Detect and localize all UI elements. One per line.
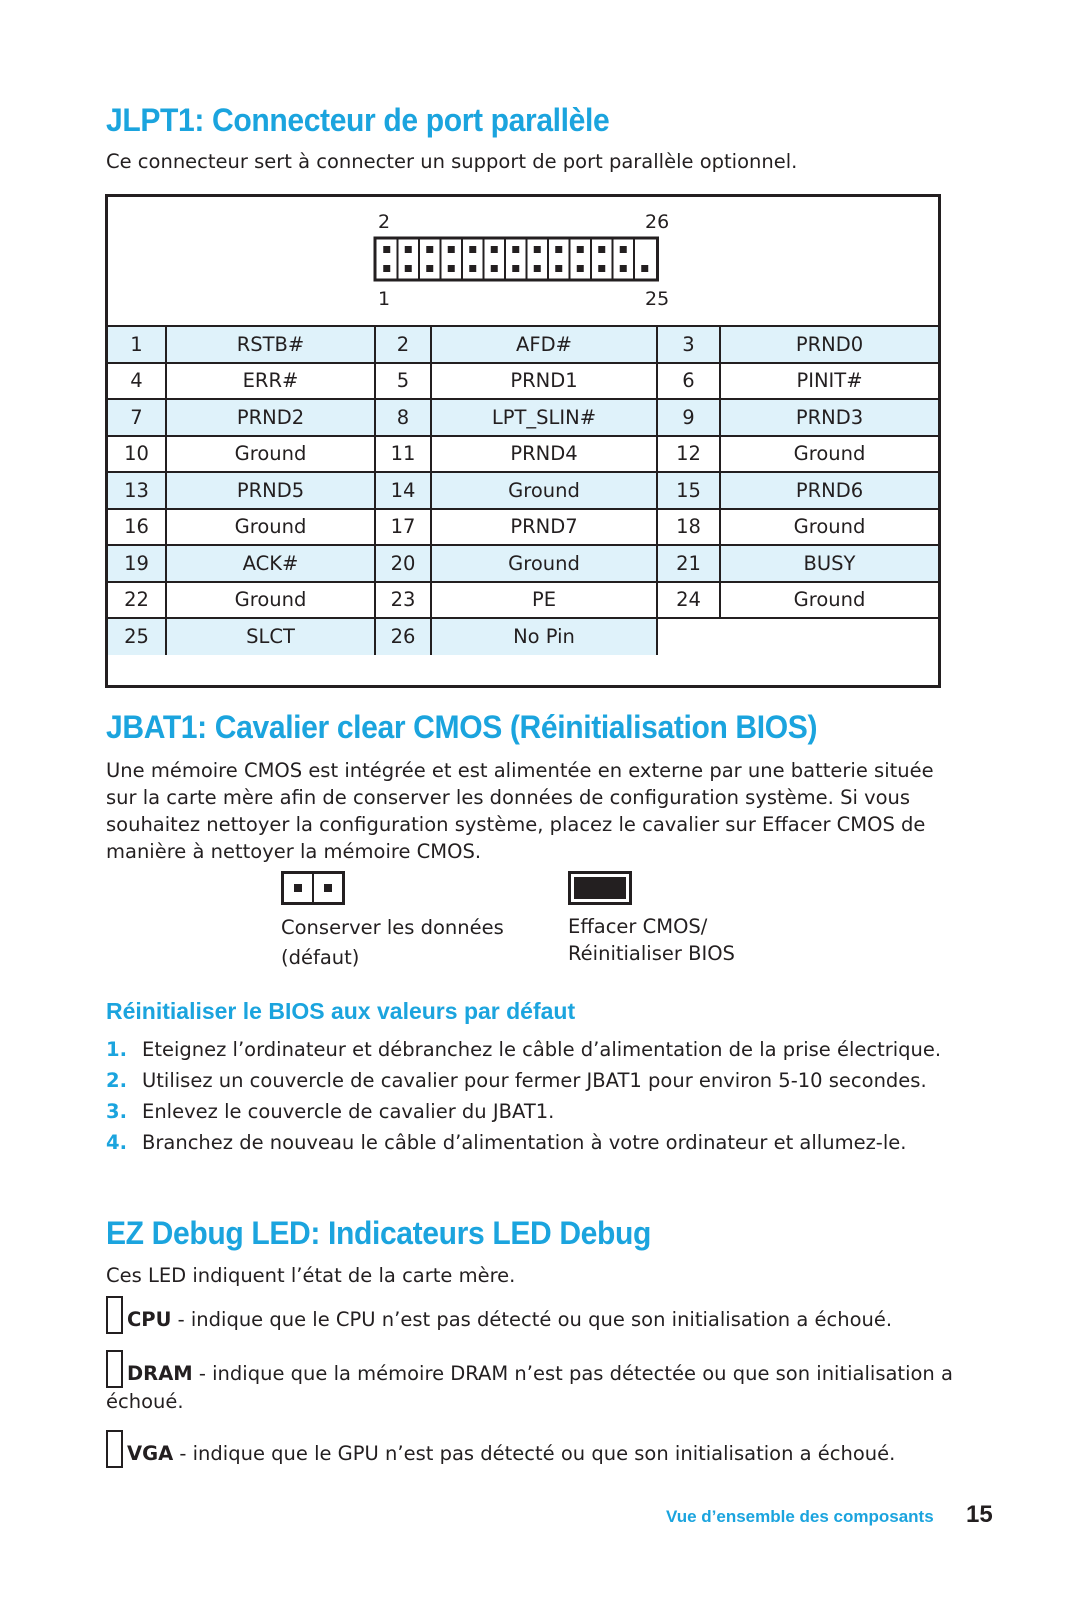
pin-number-cell: 8	[375, 399, 431, 436]
keep-caption-line1: Conserver les données	[281, 916, 504, 939]
pin-number-cell: 4	[108, 363, 166, 400]
table-row	[108, 363, 938, 400]
pin-number-cell: 5	[375, 363, 431, 400]
list-item	[106, 1098, 956, 1125]
step-text: Utilisez un couvercle de cavalier pour fermer JBAT1 pour environ 5-10 secondes.	[142, 1069, 927, 1092]
pin-label-bottom-left: 1	[378, 288, 391, 310]
pin-signal-cell: Ground	[166, 436, 375, 473]
pin-number-cell: 14	[375, 472, 431, 509]
table-row	[108, 436, 938, 473]
list-item	[106, 1129, 956, 1156]
empty-cell	[657, 618, 938, 655]
pin-number-cell: 3	[657, 326, 720, 363]
pin-number-cell: 20	[375, 545, 431, 582]
pin-number-cell: 24	[657, 582, 720, 619]
pin-number-cell: 25	[108, 618, 166, 655]
pin-signal-cell: PRND6	[720, 472, 938, 509]
led-vga-text: - indique que le GPU n’est pas détecté ou que son initialisation a échoué.	[173, 1442, 896, 1465]
pin-signal-cell: ERR#	[166, 363, 375, 400]
pin-number-cell: 2	[375, 326, 431, 363]
reset-steps-list	[106, 1036, 956, 1160]
page-number: 15	[966, 1501, 993, 1528]
table-row	[108, 509, 938, 546]
step-number: 2.	[106, 1069, 127, 1092]
pin-number-cell: 6	[657, 363, 720, 400]
led-cpu-text: - indique que le CPU n’est pas détecté ou que son initialisation a échoué.	[171, 1308, 893, 1331]
led-cpu-name: CPU	[127, 1308, 172, 1331]
jbat1-title: JBAT1: Cavalier clear CMOS (Réinitialisation BIOS)	[106, 709, 818, 745]
pin-signal-cell: Ground	[720, 582, 938, 619]
clear-caption-line1: Effacer CMOS/	[568, 915, 708, 938]
pin-signal-cell: LPT_SLIN#	[431, 399, 657, 436]
pin-number-cell: 23	[375, 582, 431, 619]
pin-signal-cell: BUSY	[720, 545, 938, 582]
list-item	[106, 1036, 956, 1063]
jlpt1-pin-table	[105, 194, 941, 688]
pin-number-cell: 26	[375, 618, 431, 655]
table-row	[108, 326, 938, 363]
jlpt1-description: Ce connecteur sert à connecter un support de port parallèle optionnel.	[106, 150, 798, 173]
table-row	[108, 472, 938, 509]
table-row	[108, 545, 938, 582]
footer-section-title: Vue d’ensemble des composants	[666, 1507, 934, 1526]
led-dram-text: - indique que la mémoire DRAM n’est pas détectée ou que son initialisation a échoué.	[106, 1362, 953, 1413]
jumper-open-icon	[281, 871, 345, 905]
pin-signal-cell: PRND2	[166, 399, 375, 436]
pin-signal-cell: PE	[431, 582, 657, 619]
pin-signal-cell: Ground	[431, 472, 657, 509]
led-dram-row	[106, 1350, 956, 1415]
pin-signal-cell: AFD#	[431, 326, 657, 363]
pin-number-cell: 22	[108, 582, 166, 619]
pin-number-cell: 10	[108, 436, 166, 473]
pin-number-cell: 7	[108, 399, 166, 436]
keep-data-caption	[281, 913, 504, 973]
step-number: 1.	[106, 1038, 127, 1061]
pin-label-top-right: 26	[645, 211, 670, 233]
jlpt1-header-diagram	[108, 197, 938, 325]
reset-bios-title: Réinitialiser le BIOS aux valeurs par défaut	[106, 998, 576, 1024]
pin-signal-cell: ACK#	[166, 545, 375, 582]
jlpt1-title: JLPT1: Connecteur de port parallèle	[106, 102, 610, 138]
pin-signal-cell: Ground	[166, 582, 375, 619]
pin-number-cell: 12	[657, 436, 720, 473]
step-number: 4.	[106, 1131, 127, 1154]
pin-signal-cell: PRND4	[431, 436, 657, 473]
pin-signal-cell: PRND7	[431, 509, 657, 546]
step-text: Eteignez l’ordinateur et débranchez le câble d’alimentation de la prise électrique.	[142, 1038, 942, 1061]
pin-signal-cell: Ground	[431, 545, 657, 582]
led-cpu-icon	[106, 1296, 123, 1334]
step-number: 3.	[106, 1100, 127, 1123]
clear-caption-line2: Réinitialiser BIOS	[568, 942, 735, 965]
jumper-closed-icon	[568, 871, 632, 905]
pin-signal-cell: SLCT	[166, 618, 375, 655]
clear-cmos-caption	[568, 913, 735, 967]
pin-number-cell: 21	[657, 545, 720, 582]
pin-label-bottom-right: 25	[645, 288, 670, 310]
led-cpu-row	[106, 1296, 956, 1334]
pin-signal-cell: PRND1	[431, 363, 657, 400]
pin-signal-cell: Ground	[166, 509, 375, 546]
table-row	[108, 582, 938, 619]
pin-number-cell: 16	[108, 509, 166, 546]
led-vga-row	[106, 1430, 956, 1468]
table-row	[108, 618, 938, 655]
pin-label-top-left: 2	[378, 211, 391, 233]
pin-signal-cell: PRND3	[720, 399, 938, 436]
table-row	[108, 399, 938, 436]
parallel-header-icon	[372, 235, 672, 285]
step-text: Enlevez le couvercle de cavalier du JBAT1.	[142, 1100, 555, 1123]
pin-signal-cell: Ground	[720, 509, 938, 546]
list-item	[106, 1067, 956, 1094]
pin-signal-cell: RSTB#	[166, 326, 375, 363]
pin-number-cell: 18	[657, 509, 720, 546]
pin-assignment-table	[108, 325, 938, 655]
pin-signal-cell: PINIT#	[720, 363, 938, 400]
step-text: Branchez de nouveau le câble d’alimentation à votre ordinateur et allumez-le.	[142, 1131, 907, 1154]
pin-number-cell: 19	[108, 545, 166, 582]
ezdebug-title: EZ Debug LED: Indicateurs LED Debug	[106, 1215, 652, 1251]
pin-signal-cell: PRND5	[166, 472, 375, 509]
pin-signal-cell: PRND0	[720, 326, 938, 363]
led-vga-name: VGA	[127, 1442, 174, 1465]
pin-number-cell: 11	[375, 436, 431, 473]
pin-number-cell: 13	[108, 472, 166, 509]
pin-number-cell: 17	[375, 509, 431, 546]
ezdebug-description: Ces LED indiquent l’état de la carte mère.	[106, 1264, 516, 1287]
led-dram-icon	[106, 1350, 123, 1388]
led-vga-icon	[106, 1430, 123, 1468]
keep-caption-line2: (défaut)	[281, 946, 360, 969]
pin-number-cell: 1	[108, 326, 166, 363]
led-dram-name: DRAM	[127, 1362, 193, 1385]
jbat1-description: Une mémoire CMOS est intégrée et est alimentée en externe par une batterie située sur la carte mère afin de conserver les données de configuration système. Si vous souhaitez nettoyer la configuration système, placez le cavalier sur Effacer CMOS de manière à nettoyer la mémoire CMOS.	[106, 759, 934, 863]
pin-signal-cell: Ground	[720, 436, 938, 473]
pin-number-cell: 9	[657, 399, 720, 436]
pin-number-cell: 15	[657, 472, 720, 509]
pin-signal-cell: No Pin	[431, 618, 657, 655]
